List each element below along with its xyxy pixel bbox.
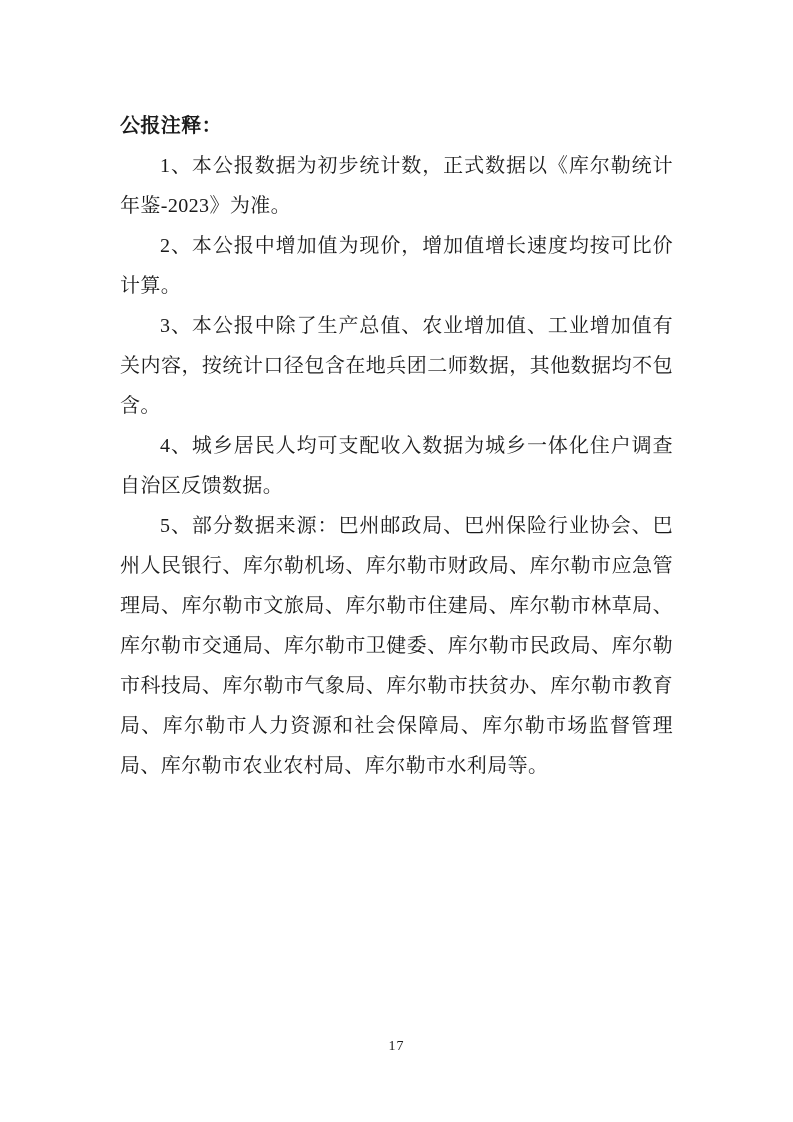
- note-paragraph-3: 3、本公报中除了生产总值、农业增加值、工业增加值有关内容，按统计口径包含在地兵团二师数据，其他数据均不包含。: [120, 315, 673, 417]
- note-paragraph-5: 5、部分数据来源：巴州邮政局、巴州保险行业协会、巴州人民银行、库尔勒机场、库尔勒市财政局、库尔勒市应急管理局、库尔勒市文旅局、库尔勒市住建局、库尔勒市林草局、库尔勒市交通局、库尔勒市卫健委、库尔勒市民政局、库尔勒市科技局、库尔勒市气象局、库尔勒市扶贫办、库尔勒市教育局、库尔勒市人力资源和社会保障局、库尔勒市场监督管理局、库尔勒市农业农村局、库尔勒市水利局等。: [120, 515, 673, 777]
- note-paragraph-1: 1、本公报数据为初步统计数，正式数据以《库尔勒统计年鉴-2023》为准。: [120, 155, 673, 217]
- note-paragraph-2: 2、本公报中增加值为现价，增加值增长速度均按可比价计算。: [120, 235, 673, 297]
- notes-section: [120, 106, 673, 786]
- note-paragraph-4: 4、城乡居民人均可支配收入数据为城乡一体化住户调查自治区反馈数据。: [120, 435, 673, 497]
- page-number: 17: [388, 1039, 405, 1054]
- notes-heading: 公报注释：: [120, 115, 222, 137]
